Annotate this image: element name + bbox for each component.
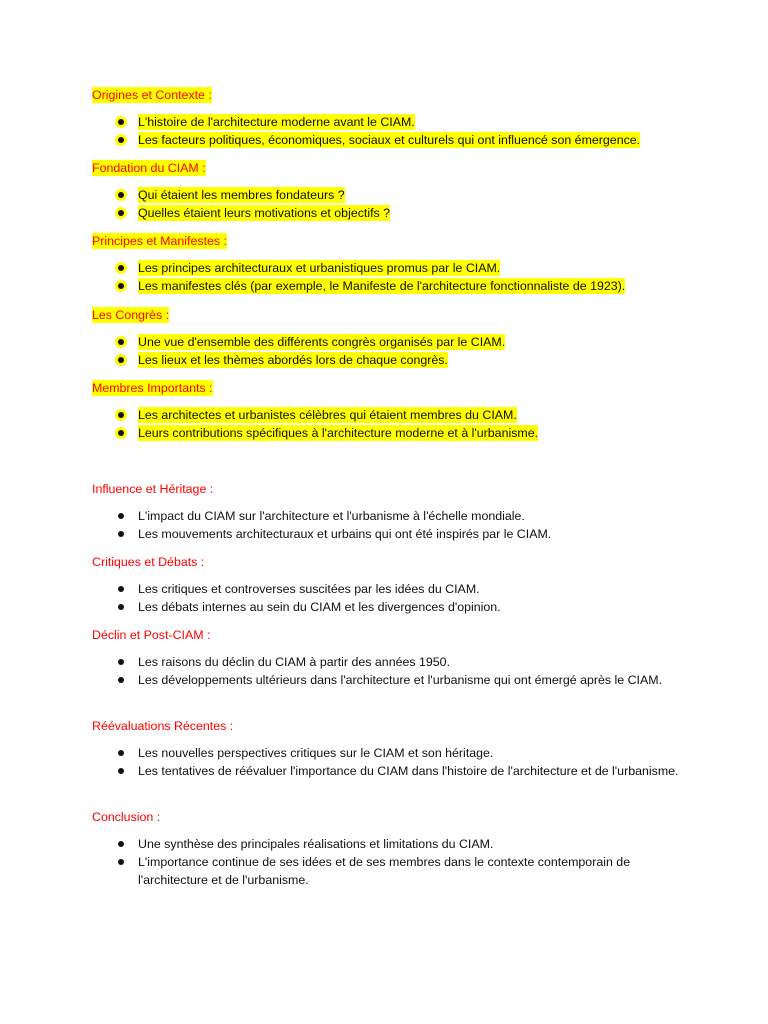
section-heading — [92, 232, 692, 250]
list-item-text: Les raisons du déclin du CIAM à partir des années 1950. — [138, 655, 451, 669]
bullet-icon — [118, 137, 124, 143]
section-principes-manifestes — [92, 232, 692, 295]
bullet-icon — [118, 659, 124, 665]
list-item — [92, 671, 692, 689]
list-item — [92, 186, 692, 204]
list-item-text: Les mouvements architecturaux et urbains qui ont été inspirés par le CIAM. — [138, 527, 552, 542]
list-item — [92, 525, 692, 543]
section-heading — [92, 808, 692, 826]
list-item — [92, 598, 692, 616]
bullet-icon — [118, 339, 124, 345]
bullet-list — [92, 259, 692, 295]
bullet-icon — [118, 430, 124, 436]
bullet-icon — [118, 859, 124, 865]
bullet-list — [92, 333, 692, 369]
list-item-text: L'impact du CIAM sur l'architecture et l'urbanisme à l'échelle mondiale. — [138, 509, 525, 523]
list-item-text: Leurs contributions spécifiques à l'architecture moderne et à l'urbanisme. — [138, 426, 539, 441]
bullet-icon — [118, 768, 124, 774]
bullet-icon — [118, 677, 124, 683]
list-item-text: Les architectes et urbanistes célèbres qui étaient membres du CIAM. — [138, 408, 517, 422]
section-heading-text: Déclin et Post-CIAM : — [92, 628, 211, 642]
list-item — [92, 762, 692, 780]
list-item-text: L'importance continue de ses idées et de ses membres dans le contexte contemporain de l'architecture et de l'urbanisme. — [138, 855, 631, 888]
bullet-icon — [118, 210, 124, 216]
section-heading-text: Conclusion : — [92, 810, 161, 824]
section-heading — [92, 626, 692, 644]
section-influence-heritage — [92, 480, 692, 543]
section-origines-contexte — [92, 86, 692, 149]
list-item — [92, 113, 692, 131]
list-item-text: Les lieux et les thèmes abordés lors de chaque congrès. — [138, 353, 448, 368]
bullet-list — [92, 186, 692, 222]
bullet-icon — [118, 841, 124, 847]
section-fondation-ciam — [92, 159, 692, 222]
list-item — [92, 204, 692, 222]
section-heading-text: Origines et Contexte : — [92, 88, 212, 102]
section-heading-text: Réévaluations Récentes : — [92, 719, 234, 733]
list-item — [92, 406, 692, 424]
section-heading-text: Fondation du CIAM : — [92, 161, 206, 175]
list-item — [92, 259, 692, 277]
list-item — [92, 333, 692, 351]
section-critiques-debats — [92, 553, 692, 616]
list-item — [92, 131, 692, 149]
list-item — [92, 653, 692, 671]
list-item — [92, 853, 692, 889]
list-item-text: Les nouvelles perspectives critiques sur le CIAM et son héritage. — [138, 746, 494, 760]
list-item-text: L'histoire de l'architecture moderne avant le CIAM. — [138, 115, 415, 129]
bullet-icon — [118, 513, 124, 519]
bullet-list — [92, 507, 692, 543]
bullet-icon — [118, 265, 124, 271]
list-item-text: Les tentatives de réévaluer l'importance du CIAM dans l'histoire de l'architecture et de l'urbanisme. — [138, 764, 679, 779]
list-item-text: Les facteurs politiques, économiques, sociaux et culturels qui ont influencé son émergence. — [138, 133, 641, 148]
section-heading-text: Les Congrès : — [92, 308, 170, 322]
list-item-text: Les principes architecturaux et urbanistiques promus par le CIAM. — [138, 261, 501, 275]
bullet-icon — [118, 531, 124, 537]
list-item — [92, 744, 692, 762]
bullet-list — [92, 835, 692, 890]
list-item — [92, 835, 692, 853]
bullet-icon — [118, 586, 124, 592]
bullet-icon — [118, 412, 124, 418]
bullet-icon — [118, 357, 124, 363]
list-item-text: Les critiques et controverses suscitées par les idées du CIAM. — [138, 582, 480, 596]
list-item-text: Une vue d'ensemble des différents congrès organisés par le CIAM. — [138, 335, 506, 349]
bullet-icon — [118, 119, 124, 125]
section-membres-importants — [92, 379, 692, 442]
list-item — [92, 351, 692, 369]
section-heading-text: Critiques et Débats : — [92, 555, 205, 569]
bullet-list — [92, 580, 692, 616]
section-heading — [92, 379, 692, 397]
section-heading-text: Membres Importants : — [92, 381, 213, 395]
section-heading — [92, 306, 692, 324]
list-item — [92, 507, 692, 525]
list-item-text: Les manifestes clés (par exemple, le Manifeste de l'architecture fonctionnaliste de 1923). — [138, 279, 626, 294]
bullet-list — [92, 113, 692, 149]
section-heading-text: Principes et Manifestes : — [92, 234, 227, 248]
bullet-icon — [118, 604, 124, 610]
list-item-text: Les débats internes au sein du CIAM et les divergences d'opinion. — [138, 600, 501, 615]
list-item-text: Les développements ultérieurs dans l'architecture et l'urbanisme qui ont émergé après le CIAM. — [138, 673, 663, 688]
bullet-icon — [118, 283, 124, 289]
section-heading — [92, 159, 692, 177]
section-heading — [92, 717, 692, 735]
bullet-list — [92, 653, 692, 689]
bullet-list — [92, 406, 692, 442]
list-item — [92, 424, 692, 442]
bullet-icon — [118, 750, 124, 756]
section-congres — [92, 306, 692, 369]
list-item — [92, 580, 692, 598]
list-item-text: Qui étaient les membres fondateurs ? — [138, 188, 345, 202]
list-item-text: Quelles étaient leurs motivations et objectifs ? — [138, 206, 391, 221]
section-declin-post-ciam — [92, 626, 692, 689]
section-heading — [92, 86, 692, 104]
section-heading — [92, 553, 692, 571]
section-conclusion — [92, 808, 692, 890]
bullet-list — [92, 744, 692, 780]
section-heading-text: Influence et Héritage : — [92, 482, 214, 496]
list-item — [92, 277, 692, 295]
list-item-text: Une synthèse des principales réalisations et limitations du CIAM. — [138, 837, 494, 851]
section-heading — [92, 480, 692, 498]
bullet-icon — [118, 192, 124, 198]
section-reevaluations-recentes — [92, 717, 692, 780]
